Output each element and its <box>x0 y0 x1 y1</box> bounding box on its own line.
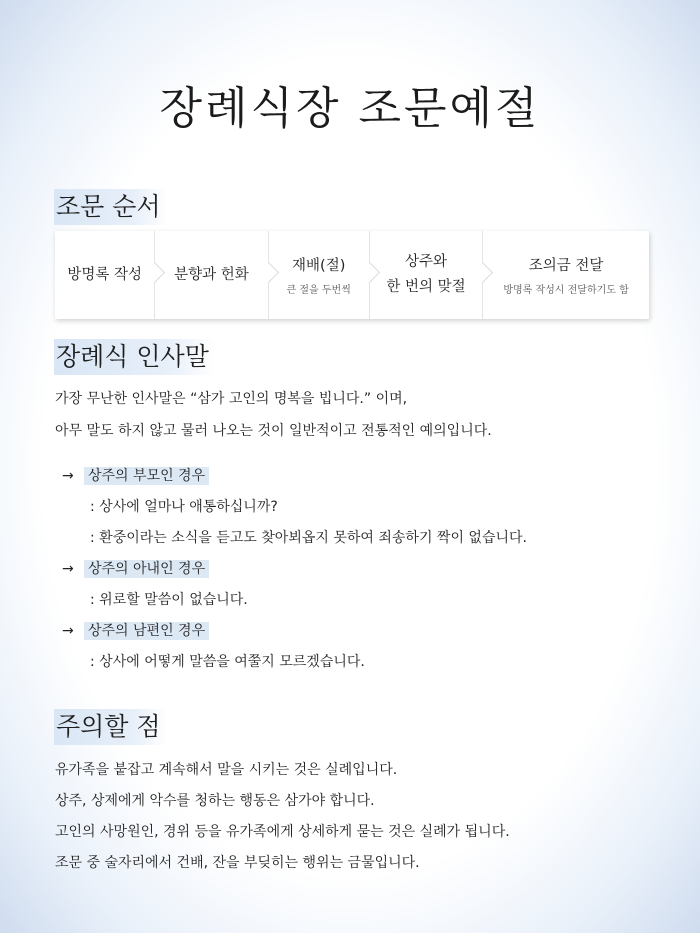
arrow-right-icon: → <box>62 561 74 577</box>
caution-line: 상주, 상제에게 악수를 청하는 행동은 삼가야 합니다. <box>55 793 375 809</box>
step-incense <box>155 231 268 319</box>
case-label: 상주의 남편인 경우 <box>84 622 209 640</box>
case-phrase: : 환중이라는 소식을 듣고도 찾아뵈옵지 못하여 죄송하기 짝이 없습니다. <box>90 530 527 546</box>
arrow-right-icon: → <box>62 623 74 639</box>
section-heading-caution: 주의할 점 <box>54 709 167 745</box>
greeting-intro-line: 가장 무난한 인사말은 “삼가 고인의 명복을 빕니다.” 이며, <box>55 391 408 407</box>
case-phrase: : 위로할 말씀이 없습니다. <box>90 592 248 608</box>
caution-line: 고인의 사망원인, 경위 등을 유가족에게 상세하게 묻는 것은 실례가 됩니다. <box>55 824 510 840</box>
arrow-right-icon: → <box>62 468 74 484</box>
step-mutual-bow <box>370 231 483 319</box>
step-label: 분향과 헌화 <box>174 267 249 283</box>
section-heading-order: 조문 순서 <box>54 189 167 225</box>
section-heading-greeting: 장례식 인사말 <box>54 339 215 375</box>
step-bow <box>269 231 370 319</box>
step-label: 조의금 전달 <box>528 258 604 274</box>
step-note: 방명록 작성시 전달하기도 함 <box>503 285 629 296</box>
step-label: 상주와 한 번의 맞절 <box>386 254 466 295</box>
page-title: 장례식장 조문예절 <box>159 83 541 134</box>
case-heading-parent <box>62 465 209 485</box>
step-label: 재배(절) <box>292 258 346 274</box>
step-guestbook <box>55 231 155 319</box>
case-heading-wife <box>62 558 209 578</box>
case-label: 상주의 부모인 경우 <box>84 467 209 485</box>
case-heading-husband <box>62 620 209 640</box>
step-label: 방명록 작성 <box>67 267 142 283</box>
greeting-intro-line: 아무 말도 하지 않고 물러 나오는 것이 일반적이고 전통적인 예의입니다. <box>55 423 492 439</box>
case-phrase: : 상사에 어떻게 말씀을 여쭐지 모르겠습니다. <box>90 654 365 670</box>
step-condolence-money <box>483 231 649 319</box>
caution-line: 유가족을 붙잡고 계속해서 말을 시키는 것은 실례입니다. <box>55 762 398 778</box>
order-steps <box>55 231 649 319</box>
step-note: 큰 절을 두번씩 <box>286 285 351 296</box>
caution-line: 조문 중 술자리에서 건배, 잔을 부딪히는 행위는 금물입니다. <box>55 855 420 871</box>
case-label: 상주의 아내인 경우 <box>84 560 209 578</box>
case-phrase: : 상사에 얼마나 애통하십니까? <box>90 499 278 515</box>
